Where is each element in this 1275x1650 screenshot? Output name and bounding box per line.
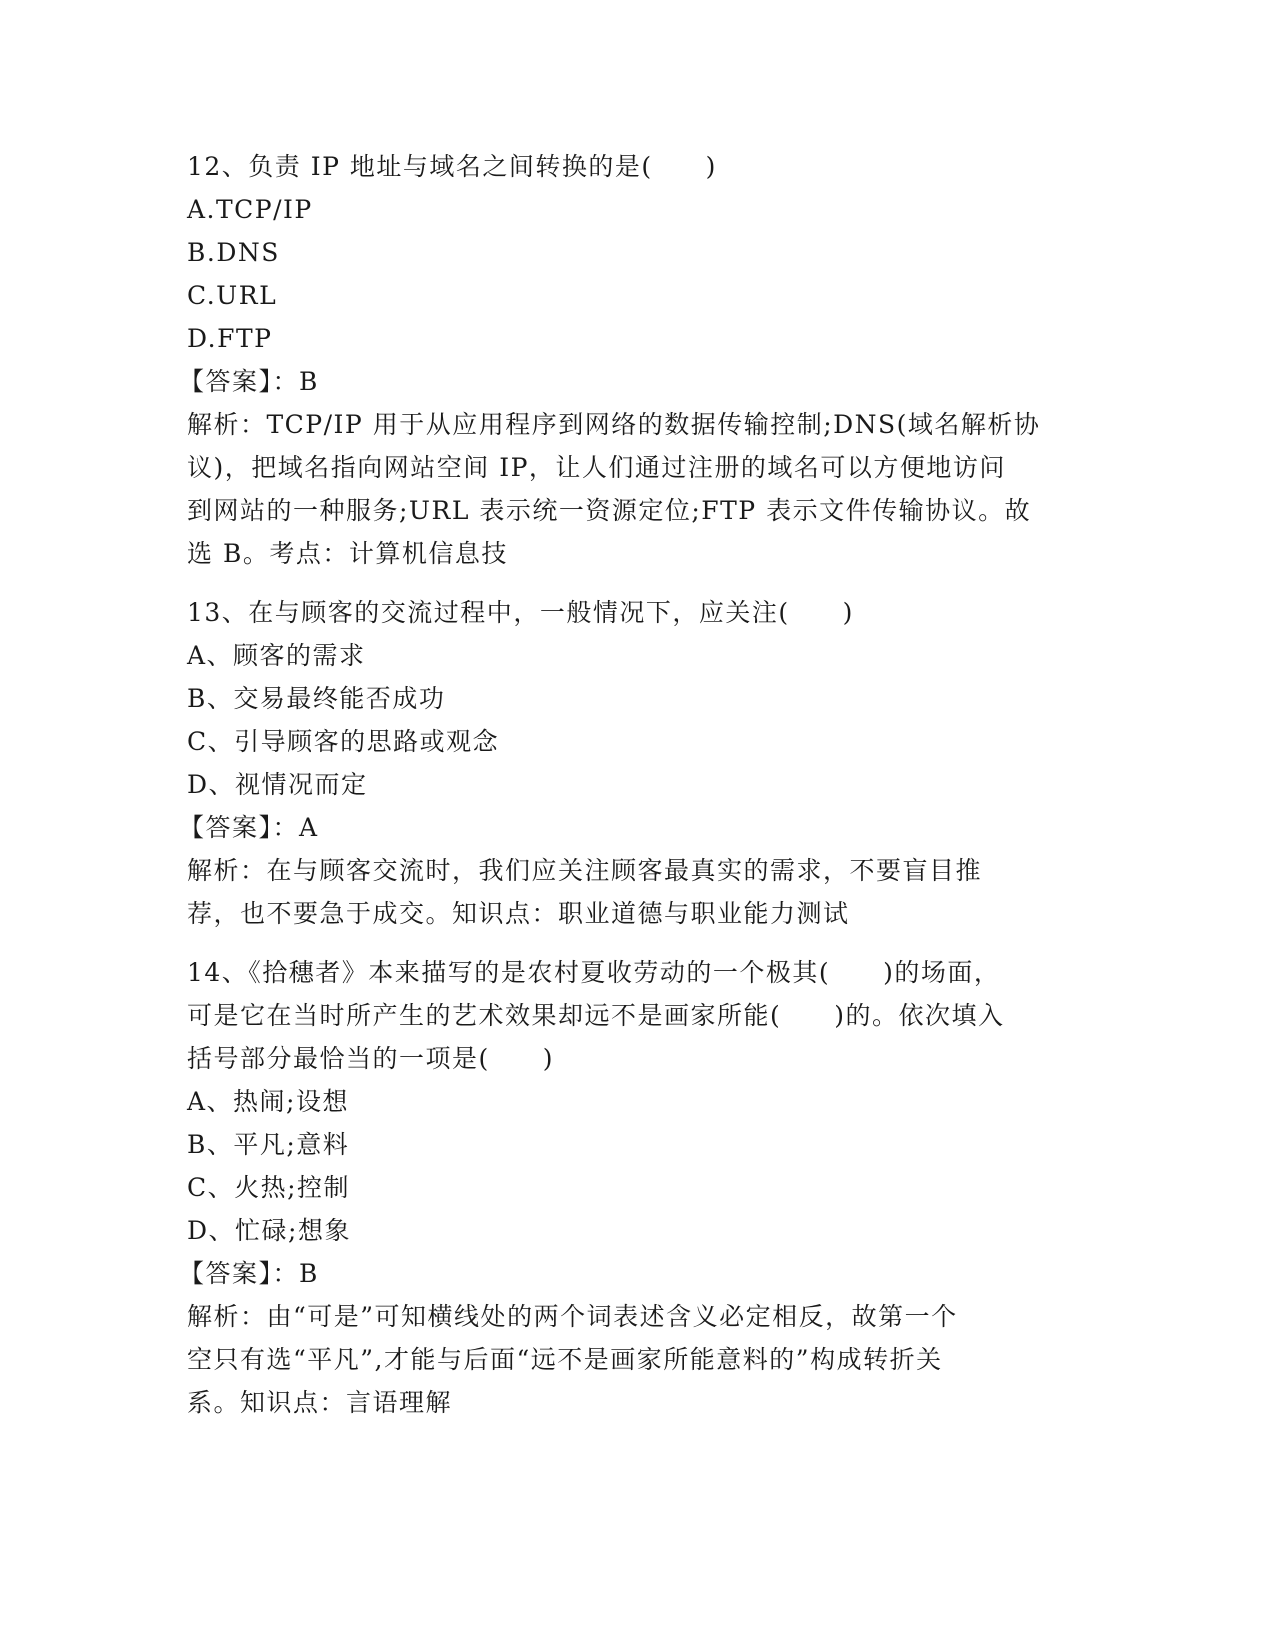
explanation-line: 解析：由“可是”可知横线处的两个词表述含义必定相反，故第一个 [187,1302,958,1331]
question-list [179,145,1087,1424]
question-stem: 13、在与顾客的交流过程中，一般情况下，应关注( ) [187,598,854,627]
question-14 [179,951,1087,1424]
option-a: A.TCP/IP [187,195,313,224]
question-spacer [187,575,1087,591]
explanation-line: 议)，把域名指向网站空间 IP，让人们通过注册的域名可以方便地访问 [187,453,1006,482]
option-b: B、平凡;意料 [187,1130,350,1159]
question-stem: 14、《拾穗者》本来描写的是农村夏收劳动的一个极其( )的场面， [187,958,1001,987]
answer-label: 【答案】：B [179,1259,319,1288]
question-stem: 可是它在当时所产生的艺术效果却远不是画家所能( )的。依次填入 [187,1001,1005,1030]
option-a: A、热闹;设想 [187,1087,349,1116]
option-a: A、顾客的需求 [187,641,366,670]
question-stem: 12、负责 IP 地址与域名之间转换的是( ) [187,152,717,181]
question-13 [179,591,1087,935]
explanation-line: 到网站的一种服务;URL 表示统一资源定位;FTP 表示文件传输协议。故 [187,496,1032,525]
option-d: D、忙碌;想象 [187,1216,351,1245]
explanation [187,849,1087,935]
question-stem: 括号部分最恰当的一项是( ) [187,1044,555,1073]
explanation-line: 解析：在与顾客交流时，我们应关注顾客最真实的需求，不要盲目推 [187,856,983,885]
explanation-line: 空只有选“平凡”,才能与后面“远不是画家所能意料的”构成转折关 [187,1345,943,1374]
explanation [187,403,1087,575]
option-c: C.URL [187,281,278,310]
option-d: D.FTP [187,324,273,353]
explanation-line: 解析：TCP/IP 用于从应用程序到网络的数据传输控制;DNS(域名解析协 [187,410,1041,439]
option-c: C、引导顾客的思路或观念 [187,727,500,756]
explanation [187,1295,1087,1424]
explanation-line: 荐，也不要急于成交。知识点：职业道德与职业能力测试 [187,899,850,928]
explanation-line: 系。知识点：言语理解 [187,1388,453,1417]
option-c: C、火热;控制 [187,1173,351,1202]
question-12 [179,145,1087,575]
question-spacer [187,935,1087,951]
explanation-line: 选 B。考点：计算机信息技 [187,539,508,568]
option-b: B、交易最终能否成功 [187,684,446,713]
answer-label: 【答案】：B [179,367,319,396]
option-b: B.DNS [187,238,280,267]
option-d: D、视情况而定 [187,770,368,799]
answer-label: 【答案】：A [179,813,319,842]
